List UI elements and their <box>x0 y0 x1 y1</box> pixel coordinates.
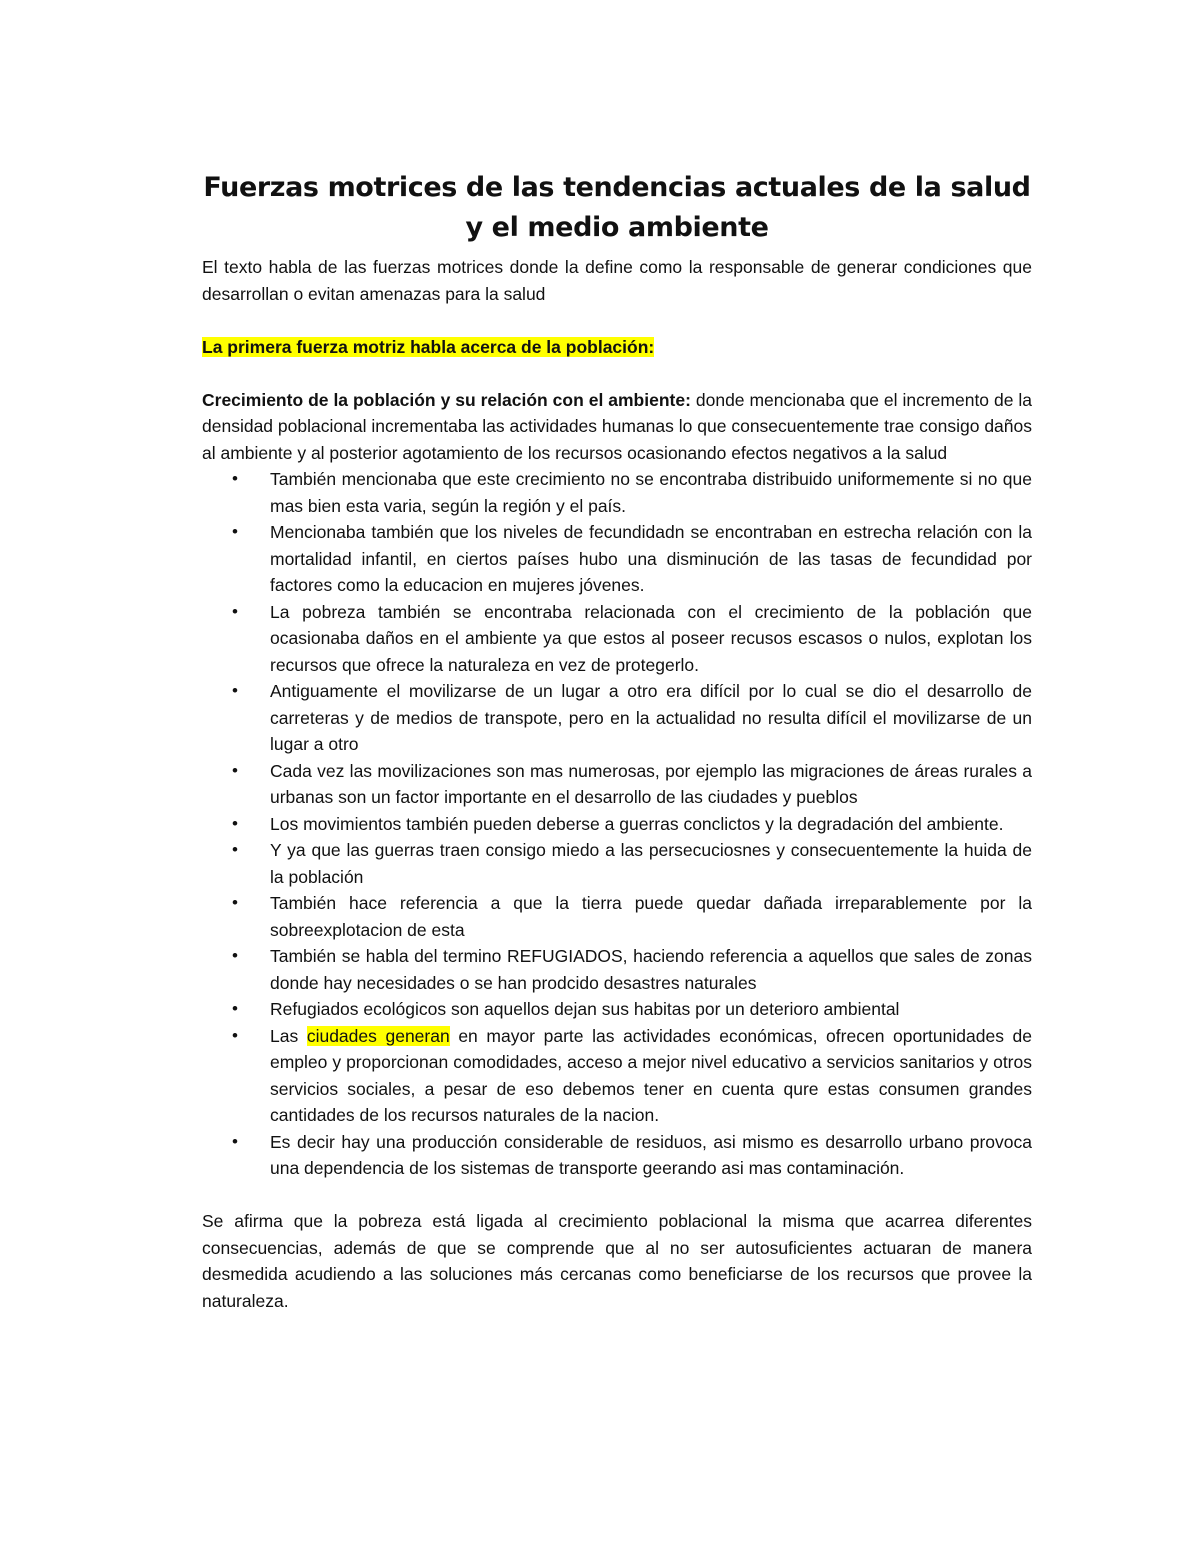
bullet-marker: • <box>232 946 238 965</box>
list-item: • Mencionaba también que los niveles de fecundidadn se encontraban en estrecha relación con la mortalidad infantil, en ciertos países hubo una disminución de las tasas de fecundidad por factores como la educacion en mujeres jóvenes. <box>270 519 1032 599</box>
bullet-marker: • <box>232 760 238 780</box>
section-heading-line <box>202 334 1032 361</box>
bullet-marker: • <box>232 813 238 833</box>
bullet-list <box>202 466 1032 1182</box>
cities-highlight: ciudades generan <box>306 1025 450 1046</box>
list-item-cities: • Las ciudades generan en mayor parte las actividades económicas, ofrecen oportunidades de empleo y proporcionan comodidades, acceso a mejor nivel educativo a servicios sanitarios y otros servicios sociales, a pesar de eso debemos tener en cuenta qure estas consumen grandes cantidades de los recursos naturales de la nacion. <box>270 1023 1032 1129</box>
conclusion-paragraph: Se afirma que la pobreza está ligada al crecimiento poblacional la misma que acarrea diferentes consecuencias, además de que se comprende que al no ser autosuficientes actuaran de manera desmedida acudiendo a las soluciones más cercanas como beneficiarse de los recursos que provee la naturaleza. <box>202 1211 1032 1311</box>
list-item: • Antiguamente el movilizarse de un lugar a otro era difícil por lo cual se dio el desarrollo de carreteras y de medios de transpote, pero en la actualidad no resulta difícil el movilizarse de un lugar a otro <box>270 678 1032 758</box>
section-heading: La primera fuerza motriz habla acerca de la población: <box>202 336 655 357</box>
bullet-marker: • <box>232 1131 238 1151</box>
list-item: • También hace referencia a que la tierra puede quedar dañada irreparablemente por la sobreexplotacion de esta <box>270 890 1032 943</box>
list-item: • Los movimientos también pueden deberse a guerras conclictos y la degradación del ambiente. <box>270 811 1032 838</box>
list-item: • Refugiados ecológicos son aquellos dejan sus habitas por un deterioro ambiental <box>270 996 1032 1023</box>
list-item: • Cada vez las movilizaciones son mas numerosas, por ejemplo las migraciones de áreas rurales a urbanas son un factor importante en el desarrollo de las ciudades y pueblos <box>270 758 1032 811</box>
growth-text: donde mencionaba que el incremento de la densidad poblacional incrementaba las actividades humanas lo que consecuentemente trae consigo daños al ambiente y al posterior agotamiento de los recursos ocasionando efectos negativos a la salud <box>202 389 1033 463</box>
bullet-marker: • <box>232 1025 238 1045</box>
bullet-marker: • <box>232 681 238 700</box>
intro-paragraph: El texto habla de las fuerzas motrices donde la define como la responsable de generar condiciones que desarrollan o evitan amenazas para la salud <box>202 257 1032 304</box>
document-page <box>202 168 1032 1314</box>
document-title: Fuerzas motrices de las tendencias actuales de la salud y el medio ambiente <box>203 172 1031 243</box>
spacer <box>202 360 1032 387</box>
bullet-marker: • <box>232 840 238 859</box>
list-item: • También se habla del termino REFUGIADOS, haciendo referencia a aquellos que sales de zonas donde hay necesidades o se han prodcido desastres naturales <box>270 943 1032 996</box>
bullet-marker: • <box>232 999 238 1018</box>
list-item: • La pobreza también se encontraba relacionada con el crecimiento de la población que ocasionaba daños en el ambiente ya que estos al poseer recusos escasos o nulos, explotan los recursos que ofrece la naturaleza en vez de protegerlo. <box>270 599 1032 679</box>
bullet-marker: • <box>232 469 238 488</box>
list-item: • También mencionaba que este crecimiento no se encontraba distribuido uniformemente si no que mas bien esta varia, según la región y el país. <box>270 466 1032 519</box>
spacer <box>202 1182 1032 1209</box>
list-item: • Y ya que las guerras traen consigo miedo a las persecuciosnes y consecuentemente la huida de la población <box>270 837 1032 890</box>
spacer <box>202 307 1032 334</box>
bullet-marker: • <box>232 601 238 621</box>
bullet-marker: • <box>232 893 238 912</box>
growth-paragraph <box>202 387 1032 467</box>
growth-label: Crecimiento de la población y su relación con el ambiente: <box>202 389 691 410</box>
list-item: • Es decir hay una producción considerable de residuos, asi mismo es desarrollo urbano provoca una dependencia de los sistemas de transporte geerando asi mas contaminación. <box>270 1129 1032 1182</box>
bullet-marker: • <box>232 522 238 541</box>
